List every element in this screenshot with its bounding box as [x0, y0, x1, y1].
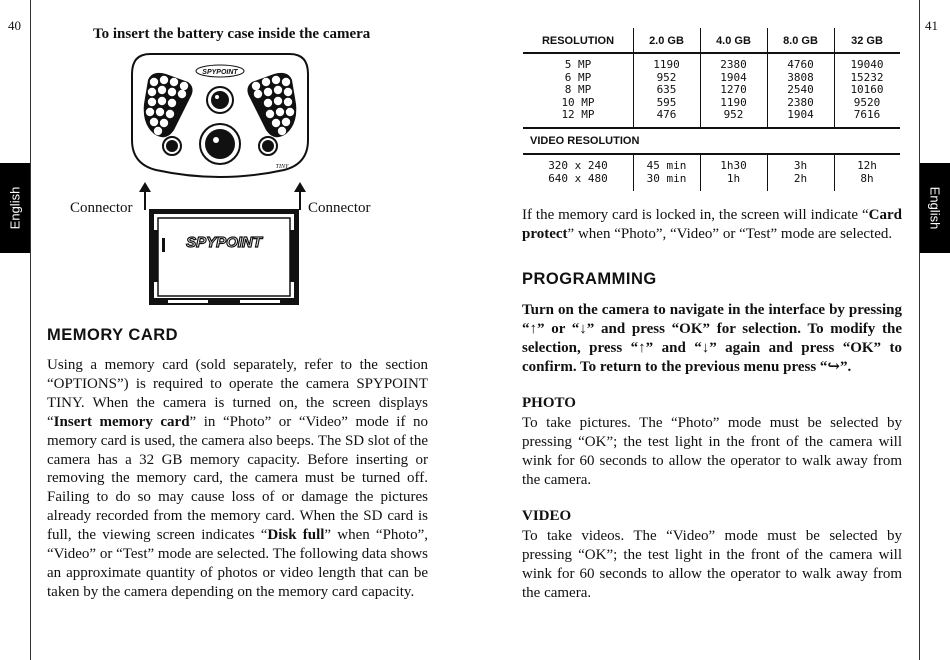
- text-run: ” when “Photo”, “Video” or “Test” mode are selected.: [567, 225, 893, 242]
- emphasized-text: Disk full: [267, 527, 325, 544]
- video-heading: VIDEO: [522, 508, 572, 524]
- table-cell: 8 MP: [564, 83, 592, 96]
- left-margin-line: [30, 0, 31, 660]
- led-dot: [276, 108, 284, 116]
- table-cell: 1904: [720, 70, 747, 84]
- table-cell: 1904: [787, 108, 814, 121]
- table-cell: 10160: [850, 83, 884, 96]
- programming-paragraph: Turn on the camera to navigate in the interface by pressing “↑” or “↓” and press “OK” for selection. To modify the selection, press “↑” and “↓” again and press “OK” to confirm. To return to the previous menu press “↪”.: [522, 302, 902, 375]
- table-column-rule: [767, 28, 768, 127]
- table-cell: 1190: [653, 58, 680, 71]
- table-cell: 6 MP: [564, 70, 592, 84]
- table-column-rule: [633, 153, 634, 191]
- led-dot: [272, 76, 280, 84]
- table-header-cell: 32 GB: [851, 35, 883, 47]
- camera-logo-text: SPYPOINT: [202, 69, 238, 76]
- table-header-cell: 4.0 GB: [716, 35, 751, 47]
- led-dot: [178, 90, 186, 98]
- led-dot: [266, 110, 274, 118]
- led-dot: [274, 86, 282, 94]
- table-cell: 19040: [850, 58, 884, 71]
- table-cell: 10 MP: [561, 95, 595, 109]
- photo-paragraph: To take pictures. The “Photo” mode must be selected by pressing “OK”; the test light in the front of the camera will wink for 60 seconds to allow the operator to walk away from the camera.: [522, 415, 902, 488]
- table-cell: 2380: [787, 95, 814, 109]
- right-margin-line: [919, 0, 920, 660]
- table-cell: 3h: [793, 159, 808, 172]
- table-rule: [523, 153, 900, 155]
- led-dot: [170, 78, 178, 86]
- page-number-left: 40: [8, 18, 21, 33]
- table-cell: 30 min: [646, 171, 687, 185]
- memory-capacity-table: [523, 28, 900, 193]
- insert-battery-title: To insert the battery case inside the camera: [93, 26, 371, 42]
- table-cell: 1h: [726, 171, 741, 185]
- table-cell: 595: [656, 95, 677, 109]
- led-dot: [282, 78, 290, 86]
- led-dot: [158, 97, 166, 105]
- connector-label-left: Connector: [70, 200, 133, 216]
- table-column-rule: [633, 28, 634, 127]
- table-header-cell: 8.0 GB: [783, 35, 818, 47]
- table-cell: 9520: [853, 95, 881, 109]
- led-dot: [284, 98, 292, 106]
- video-resolution-header: VIDEO RESOLUTION: [530, 135, 640, 147]
- emphasized-text: Card protect: [522, 207, 902, 242]
- led-dot: [150, 118, 158, 126]
- table-rule: [523, 52, 900, 54]
- card-logo-text: SPYPOINT: [186, 234, 262, 251]
- table-cell: 7616: [853, 108, 881, 121]
- photo-heading: PHOTO: [522, 395, 576, 411]
- led-dot: [274, 97, 282, 105]
- language-tab-right: English: [920, 163, 950, 253]
- table-column-rule: [700, 28, 701, 127]
- led-dot: [150, 78, 158, 86]
- led-dot: [284, 88, 292, 96]
- led-dot: [286, 108, 294, 116]
- table-cell: 5 MP: [564, 58, 592, 71]
- led-dot: [264, 99, 272, 107]
- video-paragraph: To take videos. The “Video” mode must be selected by pressing “OK”; the test light in the front of the camera will wink for 60 seconds to allow the operator to walk away from the camera.: [522, 528, 902, 601]
- card-locked-paragraph: [522, 206, 902, 244]
- connector-label-right: Connector: [308, 200, 371, 216]
- led-dot: [146, 108, 154, 116]
- led-dot: [264, 88, 272, 96]
- table-cell: 476: [656, 108, 677, 121]
- table-cell: 320 x 240: [548, 159, 608, 172]
- led-dot: [166, 110, 174, 118]
- table-cell: 2380: [720, 58, 747, 71]
- table-cell: 1h30: [720, 159, 747, 172]
- led-dot: [252, 82, 260, 90]
- language-tab-left: English: [0, 163, 30, 253]
- connector-arrow-right: [293, 182, 307, 210]
- table-column-rule: [834, 28, 835, 127]
- led-dot: [160, 76, 168, 84]
- led-dot: [154, 127, 162, 135]
- table-cell: 8h: [860, 171, 874, 185]
- page-number-right: 41: [925, 18, 938, 33]
- camera-model-text: TINY: [275, 164, 289, 170]
- table-header-cell: RESOLUTION: [541, 35, 615, 47]
- table-cell: 3808: [787, 70, 814, 84]
- text-run: Using a memory card (sold separately, refer to the section “OPTIONS”) is required to operate the camera SPYPOINT TINY. When the camera is turned on, the screen displays “: [47, 357, 428, 430]
- table-rule: [523, 127, 900, 129]
- camera-front-illustration: [130, 52, 310, 180]
- led-dot: [148, 88, 156, 96]
- table-cell: 1270: [720, 83, 747, 96]
- connector-arrow-left: [138, 182, 152, 210]
- memory-card-heading: MEMORY CARD: [47, 326, 179, 344]
- table-cell: 635: [656, 83, 677, 96]
- table-column-rule: [834, 153, 835, 191]
- led-dot: [254, 90, 262, 98]
- table-cell: 4760: [787, 58, 814, 71]
- table-cell: 2540: [787, 83, 814, 96]
- emphasized-text: Insert memory card: [53, 413, 190, 430]
- text-run: ” in “Photo” or “Video” mode if no memory card is used, the camera also beeps. The SD slot of the camera has a 32 GB memory capacity. Before inserting or removing the memory card, the camera must be turned off. Failing to do so may cause loss of or damage the pictures already recorded from the memory card. When the SD card is full, the viewing screen indicates “: [47, 413, 428, 544]
- table-cell: 640 x 480: [548, 171, 608, 185]
- led-dot: [180, 82, 188, 90]
- table-cell: 2h: [793, 171, 808, 185]
- table-column-rule: [767, 153, 768, 191]
- table-cell: 12h: [857, 159, 877, 172]
- table-cell: 12 MP: [561, 108, 595, 121]
- battery-case-illustration: [148, 208, 300, 306]
- table-cell: 952: [723, 108, 744, 121]
- memory-card-paragraph: [47, 356, 428, 602]
- led-dot: [262, 78, 270, 86]
- table-cell: 45 min: [646, 159, 687, 172]
- led-dot: [278, 127, 286, 135]
- table-column-rule: [700, 153, 701, 191]
- led-dot: [156, 108, 164, 116]
- table-cell: 15232: [850, 70, 884, 84]
- text-run: ” when “Photo”, “Video” or “Test” mode are selected. The following data shows an approximate quantity of photos or video length that can be taken by the camera depending on the memory card capacity.: [47, 527, 428, 600]
- text-run: If the memory card is locked in, the screen will indicate “: [522, 207, 869, 223]
- led-dot: [168, 88, 176, 96]
- led-dot: [160, 119, 168, 127]
- led-dot: [148, 98, 156, 106]
- led-dot: [158, 86, 166, 94]
- led-dot: [168, 99, 176, 107]
- table-header-cell: 2.0 GB: [649, 35, 684, 47]
- table-cell: 952: [656, 70, 677, 84]
- led-dot: [282, 118, 290, 126]
- programming-heading: PROGRAMMING: [522, 270, 657, 288]
- table-cell: 1190: [720, 95, 747, 109]
- led-dot: [272, 119, 280, 127]
